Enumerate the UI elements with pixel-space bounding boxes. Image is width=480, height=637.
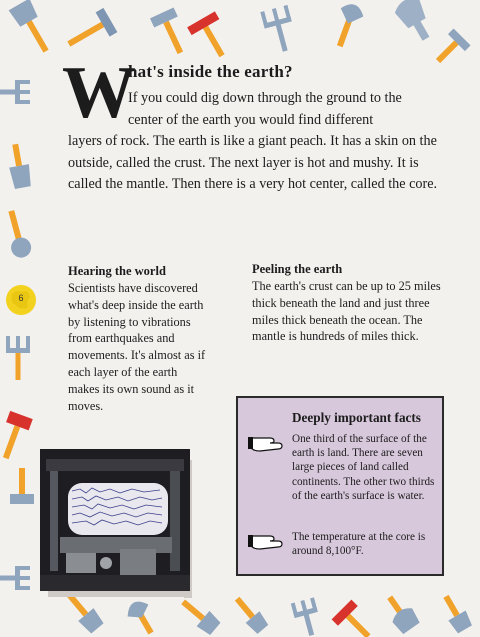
hammer-icon: [332, 600, 379, 637]
pointing-hand-icon: [248, 530, 286, 552]
pitchfork-icon: [6, 336, 30, 380]
facts-box: [236, 396, 444, 576]
intro-rest: layers of rock. The earth is like a giant peach. It has a skin on the outside, called the crust. The next layer is hot and mushy. It is called the mantle. Then there is a very hot center, called the core.: [68, 133, 438, 192]
hammer-icon: [187, 11, 236, 63]
hammer-icon: [150, 7, 192, 58]
facts-title: Deeply important facts: [292, 410, 421, 425]
section-heading: Peeling the earth: [252, 262, 343, 276]
fact-item: The temperature at the core is around 8,100°F.: [292, 531, 426, 558]
section-hearing-the-world: [68, 264, 208, 414]
trowel-icon: [123, 597, 161, 637]
pitchfork-icon: [0, 566, 30, 590]
intro-paragraph: [68, 88, 448, 196]
seismograph-photo: [40, 449, 190, 591]
shovel-icon: [380, 590, 421, 635]
shovel-icon: [230, 593, 270, 635]
hammer-icon: [62, 8, 118, 56]
page-title: hat's inside the earth?: [128, 62, 293, 81]
shovel-icon: [392, 0, 438, 46]
hammer-icon: [2, 208, 34, 260]
hammer-icon: [0, 411, 33, 462]
hammer-icon: [10, 468, 34, 504]
section-peeling-the-earth: [252, 262, 457, 345]
pointing-hand-icon: [248, 432, 286, 454]
section-body: Scientists have discovered what's deep inside the earth by listening to vibrations from earthquakes and movements. It's almost as if each layer of the earth makes its own sound as it moves.: [68, 281, 206, 413]
section-heading: Hearing the world: [68, 264, 166, 278]
section-body: The earth's crust can be up to 25 miles thick beneath the land and just three miles thick beneath the ocean. The mantle is hundreds of miles thick.: [252, 279, 441, 344]
shovel-icon: [5, 143, 32, 190]
intro-line-1: If you could dig down through the ground to the: [128, 90, 402, 106]
fact-item: One third of the surface of the earth is land. There are seven large pieces of land called continents. The other two thirds of the earth's surface is water.: [292, 433, 435, 502]
pitchfork-icon: [0, 80, 30, 104]
shovel-icon: [437, 591, 473, 634]
pitchfork-icon: [291, 597, 323, 637]
intro-line-2: center of the earth you would find different: [128, 111, 374, 128]
shovel-icon: [9, 0, 57, 57]
trowel-icon: [328, 1, 366, 51]
seismograph-icon: [40, 449, 190, 591]
shovel-icon: [177, 594, 222, 636]
drop-cap: W: [62, 52, 136, 134]
page-number: 6: [18, 293, 24, 303]
hammer-icon: [430, 28, 471, 69]
pitchfork-icon: [260, 5, 298, 55]
